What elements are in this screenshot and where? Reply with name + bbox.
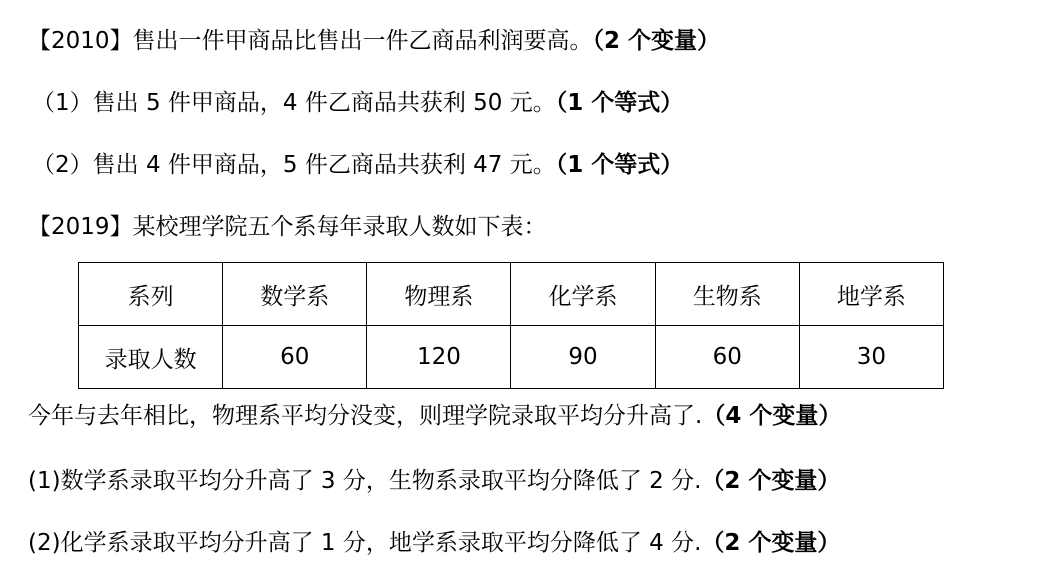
problem-2010-tag: 【2010】 bbox=[28, 28, 133, 54]
problem-2019-statement-text: 今年与去年相比，物理系平均分没变，则理学院录取平均分升高了. bbox=[28, 403, 703, 429]
table-cell: 60 bbox=[655, 326, 799, 389]
table-row bbox=[79, 326, 944, 389]
problem-2019-statement bbox=[28, 401, 841, 431]
table-header-cell: 化学系 bbox=[511, 263, 655, 326]
table-header-row bbox=[79, 263, 944, 326]
table-cell: 30 bbox=[799, 326, 943, 389]
problem-2019-condition-2-text: (2)化学系录取平均分升高了 1 分，地学系录取平均分降低了 4 分. bbox=[28, 530, 702, 556]
problem-2010-statement-text: 售出一件甲商品比售出一件乙商品利润要高。 bbox=[132, 28, 593, 54]
problem-2010-condition-2-note: （1 个等式） bbox=[555, 152, 684, 178]
problem-2019-condition-1 bbox=[28, 466, 840, 496]
admissions-table bbox=[78, 262, 944, 389]
problem-2010-condition-2-text: （2）售出 4 件甲商品，5 件乙商品共获利 47 元。 bbox=[32, 152, 556, 178]
problem-2019-condition-2 bbox=[28, 528, 840, 558]
problem-2010-condition-1-note: （1 个等式） bbox=[555, 90, 684, 116]
problem-2010-statement bbox=[28, 26, 720, 56]
table-cell: 120 bbox=[367, 326, 511, 389]
table-cell: 90 bbox=[511, 326, 655, 389]
problem-2019-condition-1-text: (1)数学系录取平均分升高了 3 分，生物系录取平均分降低了 2 分. bbox=[28, 468, 702, 494]
problem-2010-condition-1-text: （1）售出 5 件甲商品，4 件乙商品共获利 50 元。 bbox=[32, 90, 556, 116]
table-header-cell: 系列 bbox=[79, 263, 223, 326]
problem-2010-condition-2 bbox=[32, 150, 683, 180]
table-header-cell: 生物系 bbox=[655, 263, 799, 326]
problem-2010-statement-note: （2 个变量） bbox=[592, 28, 721, 54]
table-header-cell: 地学系 bbox=[799, 263, 943, 326]
problem-2019-tag: 【2019】 bbox=[28, 214, 133, 240]
problem-2019-intro bbox=[28, 212, 547, 242]
table-header-cell: 物理系 bbox=[367, 263, 511, 326]
problem-2019-condition-1-note: （2 个变量） bbox=[701, 468, 841, 494]
problem-2019-statement-note: （4 个变量） bbox=[702, 403, 842, 429]
table-cell: 录取人数 bbox=[79, 326, 223, 389]
problem-2019-intro-text: 某校理学院五个系每年录取人数如下表： bbox=[132, 214, 547, 240]
table-header-cell: 数学系 bbox=[223, 263, 367, 326]
table-cell: 60 bbox=[223, 326, 367, 389]
problem-2019-condition-2-note: （2 个变量） bbox=[701, 530, 841, 556]
problem-2010-condition-1 bbox=[32, 88, 683, 118]
